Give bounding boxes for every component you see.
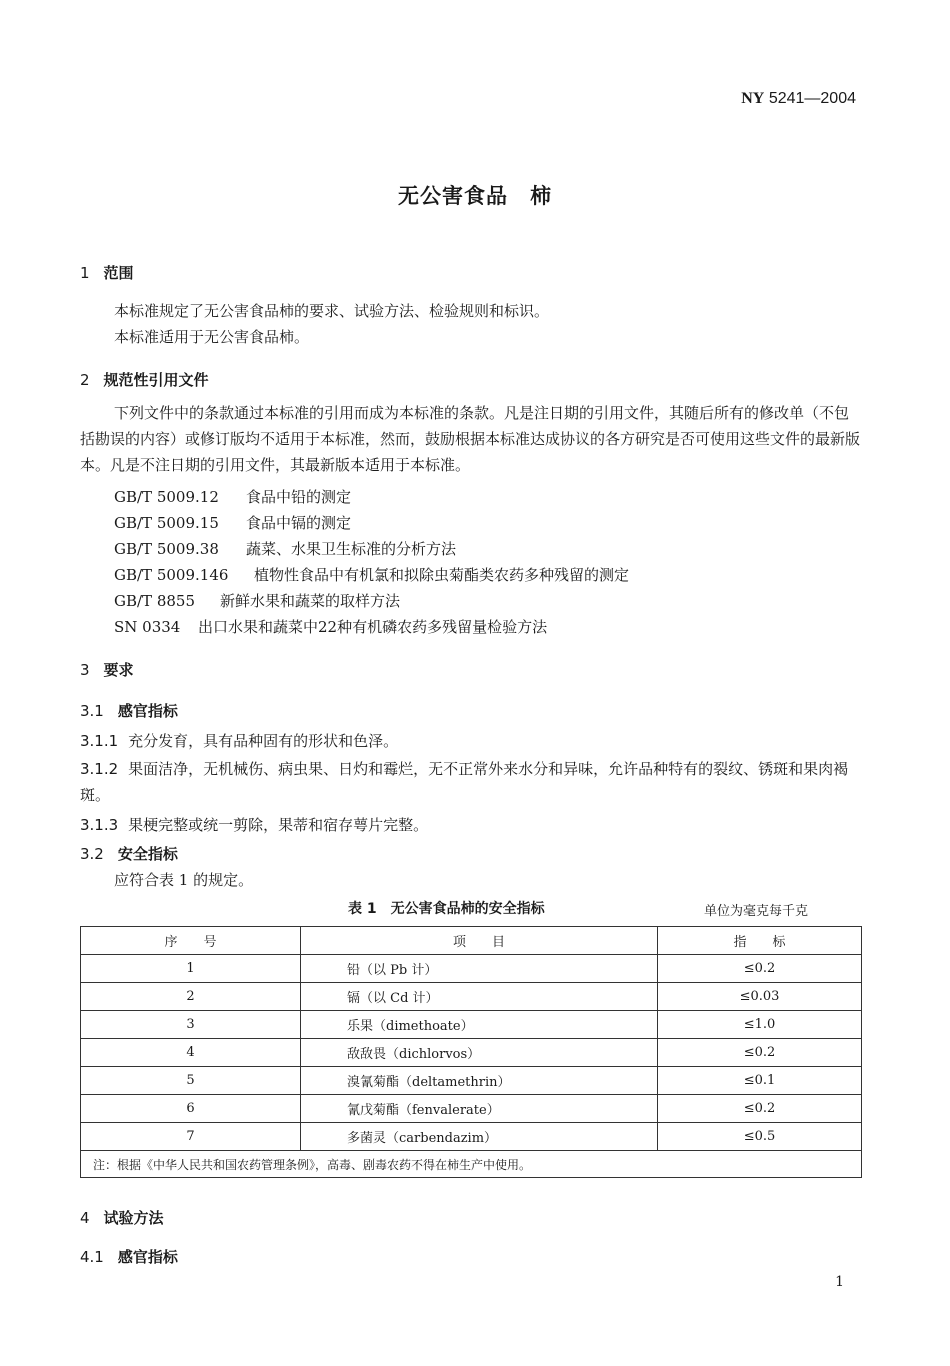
clause-text: 果面洁净，无机械伤、病虫果、日灼和霉烂，无不正常外来水分和异味，允许品种特有的裂纹、锈斑和果肉褐斑。 [80,760,849,804]
clause-3-1-3 [80,814,428,835]
section-3-heading [80,659,134,680]
reference-name: 出口水果和蔬菜中22种有机磷农药多残留量检验方法 [198,618,548,636]
clause-3-1-1 [80,730,398,751]
cell-limit: ≤0.5 [658,1123,862,1151]
cell-number: 3 [81,1011,301,1039]
cell-number: 5 [81,1067,301,1095]
section-title: 试验方法 [103,1209,164,1227]
clause-number: 3.1.3 [80,816,119,834]
subsection-number: 3.2 [80,845,104,863]
clause-number: 3.1.2 [80,760,119,778]
table-row [81,1095,862,1123]
standard-code-number: 5241—2004 [768,90,856,107]
subsection-4-1-heading [80,1246,178,1267]
subsection-3-2-heading [80,843,178,864]
section-number: 2 [80,371,90,389]
subsection-number: 4.1 [80,1248,104,1266]
subsection-title: 安全指标 [117,845,178,863]
cell-limit: ≤0.2 [658,955,862,983]
scope-paragraph-2: 本标准适用于无公害食品柿。 [114,328,310,346]
table-row [81,983,862,1011]
cell-item: 镉（以 Cd 计） [301,983,658,1011]
cell-number: 7 [81,1123,301,1151]
table-row [81,1039,862,1067]
column-header-item: 项 目 [301,927,658,955]
cell-item: 铅（以 Pb 计） [301,955,658,983]
safety-index-table [80,926,862,1178]
table-header-row [81,927,862,955]
cell-limit: ≤0.2 [658,1095,862,1123]
reference-name: 蔬菜、水果卫生标准的分析方法 [246,540,457,558]
reference-name: 食品中铅的测定 [246,488,352,506]
standard-code-prefix: NY [741,90,765,107]
reference-name: 新鲜水果和蔬菜的取样方法 [220,592,401,610]
reference-code: GB/T 5009.15 [114,514,219,532]
table-unit: 单位为毫克每千克 [704,904,809,919]
cell-number: 4 [81,1039,301,1067]
scope-paragraph-1: 本标准规定了无公害食品柿的要求、试验方法、检验规则和标识。 [114,302,550,320]
cell-limit: ≤0.1 [658,1067,862,1095]
table-row [81,955,862,983]
reference-item [114,564,629,585]
clause-text: 充分发育，具有品种固有的形状和色泽。 [128,732,399,750]
table-note-row [81,1151,862,1178]
column-header-number: 序 号 [81,927,301,955]
reference-item [114,486,351,507]
reference-code: GB/T 5009.12 [114,488,219,506]
reference-code: GB/T 8855 [114,592,196,610]
references-paragraph: 下列文件中的条款通过本标准的引用而成为本标准的条款。凡是注日期的引用文件，其随后所有的修改单（不包括勘误的内容）或修订版均不适用于本标准，然而，鼓励根据本标准达成协议的各方研究是否可使用这些文件的最新版本。凡是不注日期的引用文件，其最新版本适用于本标准。 [80,404,861,474]
section-1-heading [80,262,134,283]
subsection-number: 3.1 [80,702,104,720]
section-4-heading [80,1207,164,1228]
subsection-title: 感官指标 [117,702,178,720]
reference-code: GB/T 5009.38 [114,540,219,558]
reference-name: 食品中镉的测定 [246,514,352,532]
cell-number: 6 [81,1095,301,1123]
clause-number: 3.1.1 [80,732,119,750]
table-row [81,1011,862,1039]
subsection-3-1-heading [80,700,178,721]
section-number: 1 [80,264,90,282]
reference-code: SN 0334 [114,618,181,636]
section-title: 规范性引用文件 [103,371,209,389]
reference-name: 植物性食品中有机氯和拟除虫菊酯类农药多种残留的测定 [254,566,630,584]
column-header-limit: 指 标 [658,927,862,955]
cell-item: 多菌灵（carbendazim） [301,1123,658,1151]
section-number: 3 [80,661,90,679]
subsection-title: 感官指标 [117,1248,178,1266]
table-row [81,1123,862,1151]
section-2-heading [80,369,209,390]
reference-code: GB/T 5009.146 [114,566,229,584]
table-reference-text: 应符合表 1 的规定。 [114,871,254,889]
table-row [81,1067,862,1095]
cell-item: 溴氰菊酯（deltamethrin） [301,1067,658,1095]
cell-item: 敌敌畏（dichlorvos） [301,1039,658,1067]
cell-item: 氰戊菊酯（fenvalerate） [301,1095,658,1123]
cell-number: 2 [81,983,301,1011]
reference-item [114,512,351,533]
reference-item [114,538,456,559]
document-title: 无公害食品 柿 [398,184,552,208]
reference-item [114,616,547,637]
section-title: 范围 [103,264,134,282]
section-number: 4 [80,1209,90,1227]
page-number: 1 [835,1274,844,1290]
cell-item: 乐果（dimethoate） [301,1011,658,1039]
cell-limit: ≤1.0 [658,1011,862,1039]
section-title: 要求 [103,661,134,679]
clause-3-1-2 [80,756,862,808]
cell-number: 1 [81,955,301,983]
reference-item [114,590,400,611]
clause-text: 果梗完整或统一剪除，果蒂和宿存萼片完整。 [128,816,429,834]
cell-limit: ≤0.03 [658,983,862,1011]
table-caption: 表 1 无公害食品柿的安全指标 [348,901,545,917]
standard-code [741,90,856,108]
table-note: 注：根据《中华人民共和国农药管理条例》，高毒、剧毒农药不得在柿生产中使用。 [81,1151,862,1178]
cell-limit: ≤0.2 [658,1039,862,1067]
